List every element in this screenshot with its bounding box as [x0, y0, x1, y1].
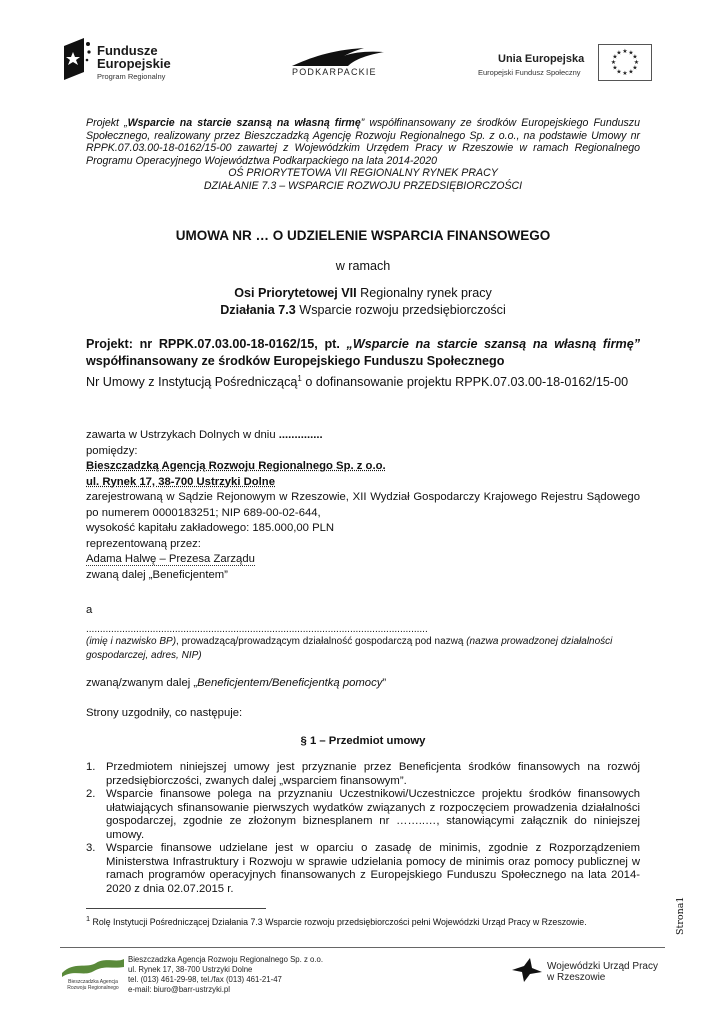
svg-text:★: ★ — [628, 68, 634, 76]
list-item: 1. Przedmiotem niniejszej umowy jest przyznanie przez Beneficjenta środków finansowych na rozwój przedsiębiorczości, zwanych dalej „wsparciem finansowym”. — [86, 761, 640, 787]
dz-bold: Działania 7.3 — [220, 303, 296, 317]
ue-title: Unia Europejska — [498, 53, 585, 65]
footer-line3: tel. (013) 461-29-98, tel./fax (013) 461-21-47 — [128, 975, 282, 984]
project-intro — [86, 117, 640, 193]
os-priorytetowa-line — [86, 286, 640, 300]
footnote — [86, 913, 640, 928]
footer-rule — [60, 947, 665, 948]
called-beneficjent: zwaną dalej „Beneficjentem” — [86, 568, 228, 581]
nr-umowy-post: o dofinansowanie projektu RPPK.07.03.00-18-0162/15-00 — [301, 375, 629, 390]
project-block — [86, 336, 640, 391]
fill-dots: ........................................................................................................................... — [86, 624, 428, 635]
nr-umowy-pre: Nr Umowy z Instytucją Pośredniczącą — [86, 375, 298, 390]
registration-info: zarejestrowaną w Sądzie Rejonowym w Rzeszowie, XII Wydział Gospodarczy Krajowego Rejestru Sądowego po numerem 0000183251; NIP 689-00-02-644, — [86, 491, 640, 519]
fill-middle: , prowadzącą/prowadzącym działalność gospodarczą pod nazwą — [176, 636, 467, 647]
svg-text:★: ★ — [632, 64, 638, 72]
w-ramach: w ramach — [335, 259, 391, 273]
called2-post: ” — [382, 677, 387, 689]
wup-name — [547, 961, 658, 983]
project-suffix: współfinansowany ze środków Europejskiego Funduszu Społecznego — [86, 354, 505, 368]
footer-line2: ul. Rynek 17, 38-700 Ustrzyki Dolne — [128, 965, 253, 974]
barr-logo-line2: Rozwoju Regionalnego — [67, 985, 119, 991]
fundusze-europejskie-logo — [64, 38, 92, 85]
svg-text:★: ★ — [612, 64, 618, 72]
eu-flag-icon — [598, 44, 652, 81]
fe-name-line1: Fundusze — [97, 43, 158, 58]
project-name: „Wsparcie na starcie szansą na własną firmę” — [346, 337, 641, 351]
svg-text:★: ★ — [610, 59, 617, 66]
zawarta-text: zawarta w Ustrzykach Dolnych w dniu — [86, 429, 279, 441]
svg-text:★: ★ — [616, 68, 622, 76]
footer-line4: e-mail: biuro@barr-ustrzyki.pl — [128, 985, 230, 994]
wup-line2: w Rzeszowie — [547, 972, 606, 983]
wup-logo-icon — [510, 956, 544, 989]
section1-list — [86, 761, 640, 896]
barr-logo — [60, 955, 126, 996]
svg-text:★: ★ — [622, 48, 628, 55]
fe-name-line2: Europejskie — [97, 56, 171, 71]
intro-post: ” współfinansowany ze środków Europejskiego Funduszu Społecznego, realizowany przez Bieszczadzką Agencję Rozwoju Regionalnego Sp. z o.o., na podstawie Umowy nr RPPK.07.03.00-18-0162/15-00 zawartej z Wojewódzkim Urzędem Pracy w Rzeszowie w ramach Regionalnego Programu Operacyjnego Województwa Podkarpackiego na lata 2014-2020 — [86, 117, 640, 167]
called2-pre: zwaną/zwanym dalej „ — [86, 677, 198, 689]
intro-dzialanie-line: DZIAŁANIE 7.3 – WSPARCIE ROZWOJU PRZEDSIĘBIORCZOŚCI — [203, 179, 523, 192]
pomiedzy: pomiędzy: — [86, 444, 138, 457]
barr-logo-line1: Bieszczadzka Agencja — [68, 979, 118, 985]
called-beneficjent-pomocy — [86, 676, 640, 692]
list-item: 3. Wsparcie finansowe udzielane jest w oparciu o zasadę de minimis, zgodnie z Rozporządzeniem Ministerstwa Infrastruktury i Rozwoju w sprawie udzielania pomocy de minimis oraz pomocy publicznej w ramach programów operacyjnych finansowanych z Europejskiego Funduszu Społecznego na lata 2014-2020 z dnia 02.07.2015 r. — [86, 842, 640, 895]
svg-text:★: ★ — [616, 49, 622, 57]
org-name: Bieszczadzką Agencją Rozwoju Regionalnego Sp. z o.o. — [86, 460, 386, 472]
section1-title: § 1 – Przedmiot umowy — [300, 735, 426, 747]
intro-project-name: Wsparcie na starcie szansą na własną firmę — [127, 117, 361, 129]
wup-line1: Wojewódzki Urząd Pracy — [547, 961, 658, 972]
project-prefix: Projekt: nr RPPK.07.03.00-18-0162/15, pt. — [86, 337, 347, 351]
org-address: ul. Rynek 17, 38-700 Ustrzyki Dolne — [86, 475, 275, 488]
intro-os-line: OŚ PRIORYTETOWA VII REGIONALNY RYNEK PRACY — [228, 167, 498, 180]
fe-program: Program Regionalny — [97, 72, 166, 81]
capital-info: wysokość kapitału zakładowego: 185.000,00 PLN — [86, 522, 335, 534]
svg-text:★: ★ — [632, 53, 638, 61]
called2-italic: Beneficjentem/Beneficjentką pomocy — [197, 677, 383, 689]
svg-text:★: ★ — [628, 49, 634, 57]
footnote-ref: 1 — [297, 374, 302, 383]
svg-text:★: ★ — [612, 53, 618, 61]
parties-block — [86, 428, 640, 583]
dzialanie-line — [86, 303, 640, 317]
agreed-text: Strony uzgodniły, co następuje: — [86, 707, 243, 719]
podkarpackie-text: PODKARPACKIE — [292, 67, 377, 77]
fill-name-hint: (imię i nazwisko BP) — [86, 636, 177, 647]
list-item: 2. Wsparcie finansowe polega na przyznaniu Uczestnikowi/Uczestniczce projektu środków finansowych ułatwiających sfinansowanie pierwszych wydatków związanych z rozpoczęciem prowadzenia działalności gospodarczej, zgodnie ze złożonym biznesplanem nr ……..…, stanowiącymi załącznik do niniejszej umowy. — [86, 788, 640, 841]
page-number: Strona1 — [675, 896, 686, 935]
ue-subtitle: Europejski Fundusz Społeczny — [478, 68, 581, 77]
dz-rest: Wsparcie rozwoju przedsiębiorczości — [295, 303, 506, 317]
footnote-text: Rolę Instytucji Pośredniczącej Działania 7.3 Wsparcie rozwoju przedsiębiorczości pełni Wojewódzki Urząd Pracy w Rzeszowie. — [90, 916, 587, 927]
intro-pre: Projekt „ — [86, 117, 128, 129]
svg-text:★: ★ — [633, 59, 640, 66]
os-rest: Regionalny rynek pracy — [356, 286, 492, 300]
footer-line1: Bieszczadzka Agencja Rozwoju Regionalnego Sp. z o.o. — [128, 955, 324, 964]
document-title: UMOWA NR … O UDZIELENIE WSPARCIA FINANSOWEGO — [175, 228, 551, 243]
os-bold: Osi Priorytetowej VII — [234, 286, 357, 300]
footnote-number: 1 — [86, 914, 91, 923]
footnote-rule — [86, 908, 266, 909]
representative-name: Adama Halwę – Prezesa Zarządu — [86, 553, 255, 565]
footer-address — [128, 955, 323, 995]
fill-business-hint: (nazwa prowadzonej działalności gospodarczej, adres, NIP) — [86, 636, 613, 661]
fill-description — [86, 635, 640, 663]
date-blank: .............. — [278, 429, 323, 441]
represented-by: reprezentowaną przez: — [86, 537, 201, 550]
svg-text:★: ★ — [622, 70, 628, 77]
letter-a: a — [86, 604, 93, 616]
fe-name — [97, 44, 171, 70]
